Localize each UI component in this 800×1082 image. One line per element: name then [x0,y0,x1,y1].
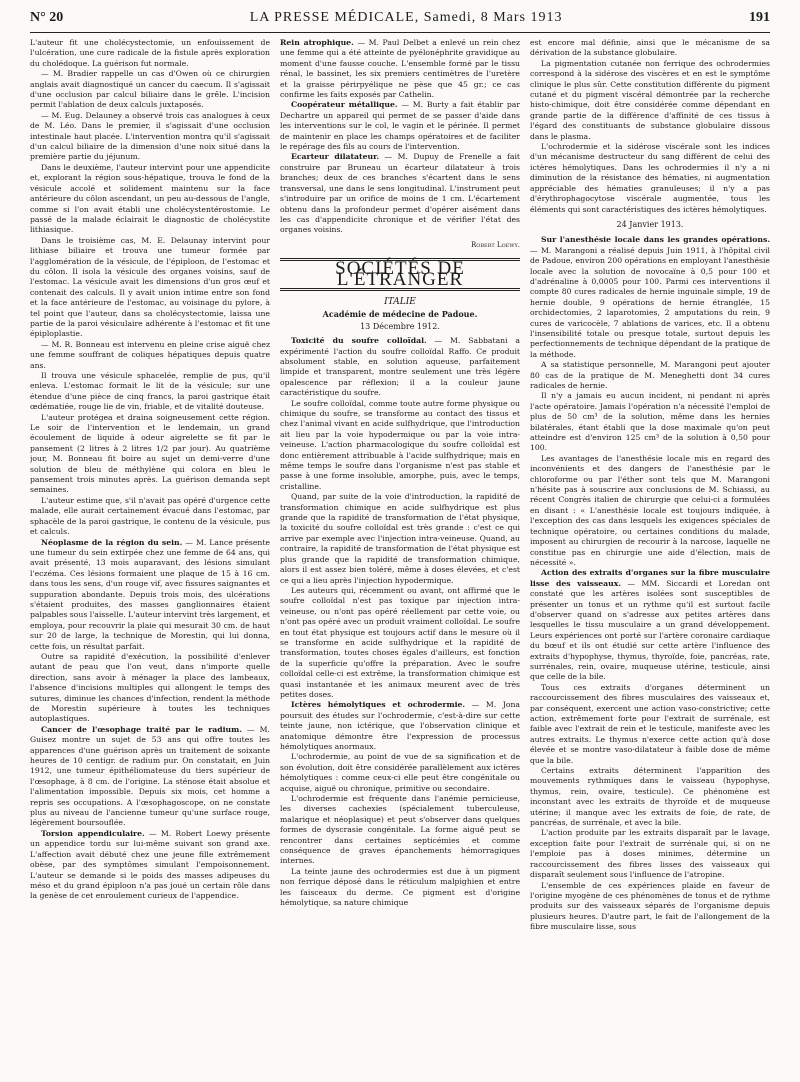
page-number: 191 [749,10,770,25]
page-header [30,10,770,30]
section-paragraph: Cancer de l'œsophage traité par le radium. — M. Guisez montre un sujet de 53 ans qui offre toutes les apparences d'une guérison après un traitement de soixante heures de 10 centigr. de radium pur. On constatait, en Juin 1912, une tumeur épithéliomateuse du tiers supérieur de l'œsophage, à 8 cm. de l'origine. La sténose était absolue et l'alimentation impossible. Depuis six mois, cet homme a repris ses occupations. A l'œsophagoscope, on ne constate plus au niveau de l'ancienne tumeur qu'une surface rouge, légèrement boursouflée. [30,724,270,828]
paragraph: Le soufre colloïdal, comme toute autre forme physique ou chimique du soufre, se transforme au contact des tissus et chez l'animal vivant en acide sulfhydrique, que l'introduction ait lieu par la voie hypodermique ou par la voie intra-veineuse. L'action pharmacologique du soufre colloïdal est donc entièrement attribuable à l'acide sulfhydrique; mais en même temps le soufre dans l'organisme n'est pas stable et passe à une forme insoluble, amorphe, puis, avec le temps, cristalline. [280,398,520,491]
section-paragraph: Torsion appendiculaire. — M. Robert Loewy présente un appendice tordu sur lui-même suivant son grand axe. L'affection avait débuté chez une jeune fille extrêmement obèse, par des symptômes simulant l'empoisonnement. L'auteur se demande si le poids des masses adipeuses du méso et du grand épiploon n'a pas joué un certain rôle dans la genèse de cet enroulement curieux de l'appendice. [30,828,270,901]
country-heading: ITALIE [384,296,416,307]
paragraph: La pigmentation cutanée non ferrique des ochrodermies correspond à la sidérose des viscères et en est le symptôme clinique le plus sûr. Cette constitution différente du pigment cutané et du pigment viscéral démontrée par la recherche histo-chimique, doit être considérée comme dépendant en grande partie de la différence d'affinité de ces tissus à l'égard des constituants de substance globulaire dissous dans le plasma. [530,58,770,141]
paragraph: L'ensemble de ces expériences plaide en faveur de l'origine myogène de ces phénomènes de tonus et de rythme produits sur des vaisseaux séparés de l'organisme depuis plusieurs heures. D'autre part, le fait de l'allongement de la fibre musculaire lisse, sous [530,880,770,932]
paragraph: Certains extraits déterminent l'apparition des mouvements rythmiques dans le vaisseau (hypophyse, thymus, rein, ovaire, testicule). Ce phénomène est inconstant avec les extraits de thyroïde et de muqueuse utérine; il manque avec les extraits de foie, de rate, de pancréas, de surrénale, et avec la bile. [530,766,770,828]
session-date: 24 Janvier 1913. [616,219,684,229]
section-title: Toxicité du soufre colloïdal. [291,336,427,346]
section-paragraph: Rein atrophique. — M. Paul Delbet a enlevé un rein chez une femme qui a été atteinte de pyélonéphrite gravidique au moment d'une fausse couche. L'ensemble formé par le tissu rénal, le bassinet, les six premiers centimètres de l'uretère et la graisse périrpyélique ne pèse que 45 gr.; ce cas confirme les faits exposés par Cathelin. [280,38,520,100]
section-paragraph: Ictères hémolytiques et ochrodermie. — M. Jona poursuit des études sur l'ochrodermie, c'est-à-dire sur cette teinte jaune, non ictérique, que l'observation clinique et anatomique démontre être l'expression de processus hémolytiques anormaux. [280,700,520,751]
section-paragraph: Action des extraits d'organes sur la fibre musculaire lisse des vaisseaux. — MM. Siccardi et Loredan ont constaté que les artères isolées sont susceptibles de présenter un tonus et un rythme qu'il est surtout facile d'observer quand on s'adresse aux petites artères dans lesquelles le tissu musculaire a un grand développement. Leurs expériences ont porté sur l'artère coronaire cardiaque du bœuf et ils ont étudié sur cette artère l'influence des extraits d'hypophyse, thymus, thyroïde, foie, pancréas, rate, surrénales, rein, ovaire, muqueuse utérine, testicule, ainsi que celle de la bile. [530,568,770,682]
paragraph: — M. Eug. Delauney a observé trois cas analogues à ceux de M. Léo. Dans le premier, il s'agissait d'une occlusion intestinale haut placée. L'intervention montra qu'il s'agissait d'un calcul biliaire de la dimension d'une noix situé dans la première partie du jéjunum. [30,110,270,162]
journal-title: LA PRESSE MÉDICALE, Samedi, 8 Mars 1913 [249,10,563,25]
paragraph: — M. Bradier rappelle un cas d'Owen où ce chirurgien anglais avait diagnostiqué un cancer du caecum. Il s'agissait d'une occlusion par calcul biliaire dans le grêle. L'incision permit l'ablation de deux calculs juxtaposés. [30,69,270,110]
column-3 [530,38,770,1076]
section-paragraph: Toxicité du soufre colloïdal. — M. Sabbatani a expérimenté l'action du soufre colloïdal Raffo. Ce produit absolument stable, en solution aqueuse, parfaitement limpide et transparent, montre seulement une très légère opalescence par réflexion; il a la couleur jaune caractéristique du soufre. [280,336,520,398]
text-columns [30,38,770,1076]
paragraph: L'auteur estime que, s'il n'avait pas opéré d'urgence cette malade, elle aurait certainement évacué dans l'estomac, par sphacèle de la paroi gastrique, le contenu de la vésicule, pus et calculs. [30,495,270,537]
paragraph: L'auteur protégea et draina soigneusement cette région. Le soir de l'intervention et le lendemain, un grand écoulement de liquide à odeur aigrelette se fit par le pansement (2 litres à 2 litres 1/2 par jour). Au quatrième jour, M. Bonneau fit boire au sujet un demi-verre d'une solution de bleu de méthylène qui colora en bleu le pansement trois minutes après. La guérison demanda sept semaines. [30,412,270,495]
header-rule [30,32,770,33]
paragraph: Quand, par suite de la voie d'introduction, la rapidité de transformation chimique en acide sulfhydrique est plus grande que la rapidité de transformation de l'état physique, la toxicité du soufre colloïdal est très grande : c'est ce qui arrive par exemple avec l'injection intra-veineuse. Quand, au contraire, la rapidité de transformation de l'état physique est plus grande que la rapidité de transformation chimique, alors il est assez bien toléré, même à doses élevées, et c'est ce qui a lieu après l'injection hypodermique. [280,492,520,585]
section-title: Néoplasme de la région du sein. [41,537,183,547]
paragraph: Outre sa rapidité d'exécution, la possibilité d'enlever autant de peau que l'on veut, dans n'importe quelle direction, sans avoir à ménager la place des lambeaux, l'absence d'incisions multiples qui allongent le temps des sutures, diminue les chances d'infection, rendent la méthode de Morestin supérieure à toutes les techniques autoplastiques. [30,651,270,724]
paragraph: est encore mal définie, ainsi que le mécanisme de sa dérivation de la substance globulaire. [530,38,770,58]
section-paragraph: Ecarteur dilatateur. — M. Dupuy de Frenelle a fait construire par Bruneau un écarteur dilatateur à trois branches; deux de ces branches s'écartent dans le sens transversal, une dans le sens longitudinal. L'instrument peut s'introduire par un orifice de moins de 1 cm. L'écartement obtenu dans la profondeur permet d'opérer aisément dans les cas d'appendicite chronique et de vérifier l'état des organes voisins. [280,152,520,235]
section-paragraph: Néoplasme de la région du sein. — M. Lance présente une tumeur du sein extirpée chez une femme de 64 ans, qui avait présenté, 13 mois auparavant, des lésions simulant l'eczéma. Ces lésions formaient une plaque de 15 à 16 cm. dans tous les sens, d'un rouge vif, avec fissures saignantes et suppuration abondante. Depuis trois mois, des ulcérations s'étaient produites, des masses ganglionnaires étaient palpables sous l'aisselle. L'auteur intervint très largement, et employa, pour recouvrir la plaie qui mesurait 30 cm. de haut sur 20 de large, la technique de Morestin, qui lui donna, cette fois, un résultat parfait. [30,537,270,651]
paragraph: L'ochrodermie, au point de vue de sa signification et de son évolution, doit être considérée parallèlement aux ictères hémolytiques : comme ceux-ci elle peut être congénitale ou acquise, aiguë ou chronique, primitive ou secondaire. [280,752,520,793]
section-banner: SOCIÉTÉS DE L'ÉTRANGER [280,258,520,291]
paragraph: Tous ces extraits d'organes déterminent un raccourcissement des fibres musculaires des vaisseaux et, par conséquent, exercent une action vaso-constrictive; cette action, extrêmement forte pour l'extrait de surrénale, est faible avec l'extrait de rein et le testicule, manifeste avec les autres extraits. Le thymus n'exerce cette action qu'à dose élevée et se montre vaso-dilatateur à faible dose de même que la bile. [530,682,770,765]
author-signature: Robert Loewy. [471,240,520,249]
section-title: Coopérateur métallique. [291,100,398,110]
section-title: Ictères hémolytiques et ochrodermie. [291,700,466,710]
paragraph: La teinte jaune des ochrodermies est due à un pigment non ferrique déposé dans le réticulum malpighien et entre les faisceaux du derme. Ce pigment est d'origine hémolytique, sa nature chimique [280,866,520,908]
paragraph: L'ochrodermie est fréquente dans l'anémie pernicieuse, les diverses cachexies (spécialement tuberculeuse, malarique et néoplasique) et peut s'observer dans quelques formes de dyscrasie congénitale. La forme aiguë peut se rencontrer dans certaines septicémies et comme conséquence de graves épanchements hémorragiques internes. [280,794,520,866]
paragraph: — M. R. Bonneau est intervenu en pleine crise aiguë chez une femme souffrant de coliques hépatiques depuis quatre ans. [30,339,270,370]
paragraph: Il n'y a jamais eu aucun incident, ni pendant ni après l'acte opératoire. Jamais l'opération n'a nécessité l'emploi de plus de 50 cm³ de la solution, même dans les hernies bilatérales, étant établi que la dose maximale qu'on peut atteindre est d'environ 125 cm³ de la solution à 0,50 pour 100. [530,391,770,453]
section-paragraph: Sur l'anesthésie locale dans les grandes opérations. — M. Marangoni a réalisé depuis Juin 1911, à l'hôpital civil de Padoue, environ 200 opérations en employant l'anesthésie locale avec la solution de novocaïne à 0,5 pour 100 et d'adrénaline à 0,0005 pour 100. Parmi ces interventions il compte 80 cures radicales de hernie inguinale simple, 19 de hernie double, 9 opérations de hernie étranglée, 15 orchidectomies, 2 laparotomies, 2 amputations du rein, 9 cures de varicocèle, 7 ablations de varices, etc. Il a obtenu l'insensibilité totale ou presque totale, surtout depuis les perfectionnements de technique dépendant de la pratique de la méthode. [530,235,770,359]
section-title: Torsion appendiculaire. [41,828,145,838]
section-paragraph: Coopérateur métallique. — M. Burty a fait établir par Dechartre un appareil qui permet de se passer d'aide dans les interventions sur le col, le vagin et le périnée. Il permet de maintenir en place les champs opératoires et de faciliter le repérage des fils au cours de l'intervention. [280,100,520,152]
paragraph: Les avantages de l'anesthésie locale mis en regard des inconvénients et des dangers de l'anesthésie par le chloroforme ou par l'éther sont tels que M. Marangoni n'hésite pas à souscrire aux conclusions de M. Schiassi, au récent Congrès italien de chirurgie que celui-ci a formulées en disant : « L'anesthésie locale est toujours indiquée, à l'exception des cas dans lesquels les exigences spéciales de technique opératoire, ou certaines conditions du malade, imposent au chirurgien de recourir à la narcose, laquelle ne constitue pas en chirurgie une aide d'élection, mais de nécessité ». [530,453,770,567]
issue-number: N° 20 [30,10,64,25]
section-title: Ecarteur dilatateur. [291,152,380,162]
column-2 [280,38,520,1076]
academy-heading: Académie de médecine de Padoue. [322,309,478,320]
paragraph: Les auteurs qui, récemment ou avant, ont affirmé que le soufre colloïdal n'est pas toxique par injection intra-veineuse, ou n'ont pas opéré réellement par cette voie, ou n'ont pas opéré avec un produit vraiment colloïdal. Le soufre en tout état physique est toujours actif dans le mesure où il se transforme en acide sulfhydrique et la rapidité de transformation, toutes choses égales d'ailleurs, est fonction de la superficie qu'offre la préparation. Avec le soufre colloïdal celle-ci est extrême, la transformation chimique est quasi instantanée et les animaux meurent avec de très petites doses. [280,585,520,699]
paragraph: L'action produite par les extraits disparaît par le lavage, exception faite pour l'extrait de surrénale qui, si on ne l'emploie pas à doses minimes, détermine un raccourcissement des fibres lisses des vaisseaux qui disparaît seulement sous l'influence de l'atropine. [530,828,770,880]
paragraph: L'auteur fit une cholécystectomie, un enfouissement de l'ulcération, une cure radicale de la fistule après exploration du cholédoque. La guérison fut normale. [30,38,270,68]
section-title: Sur l'anesthésie locale dans les grandes opérations. [541,235,770,245]
session-date: 13 Décembre 1912. [360,321,440,331]
section-title: Rein atrophique. [280,38,354,47]
column-1 [30,38,270,1076]
paragraph: Il trouva une vésicule sphacelée, remplie de pus, qu'il enleva. L'estomac formait le lit de la vésicule; sur une étendue d'une pièce de cinq francs, la paroi gastrique était œdématiée, rouge lie de vin, friable, et de vitalité douteuse. [30,371,270,412]
paragraph: Dans le troisième cas, M. E. Delaunay intervint pour lithiase biliaire et trouva une tumeur formée par l'agglomération de la vésicule, de l'épiploon, de l'estomac et du côlon. Il isola la vésicule des organes voisins, sauf de l'estomac. La vésicule avait les dimensions d'un gros œuf et contenait des calculs. Il y avait union intime entre son fond et la face antérieure de l'estomac, au voisinage du pylore, à tel point que l'auteur, dans sa cholécystectomie, laissa une partie de la paroi vésiculaire adhérente à l'estomac et fit une épiploplastie. [30,235,270,339]
paragraph: L'ochrodermie et la sidérose viscérale sont les indices d'un mécanisme destructeur du sang différent de celui des ictères hémolytiques. Dans les ochrodermies il n'y a ni diminution de la résistance des hématies, ni augmentation appréciable des hématies granuleuses; il n'y a pas d'érythrophagocytose viscérale augmentée, tous les éléments qui sont caractéristiques des ictères hémolytiques. [530,142,770,214]
paragraph: A sa statistique personnelle, M. Marangoni peut ajouter 80 cas de la pratique de M. Meneghetti dont 34 cures radicales de hernie. [530,360,770,390]
paragraph: Dans le deuxième, l'auteur intervint pour une appendicite et, explorant la région sous-hépatique, trouva le fond de la vésicule accolé et solidement maintenu sur la face antérieure du côlon ascendant, un peu au-dessous de l'angle, comme si l'on avait établi une cholécystentérostomie. Le passé de la malade éclairait le diagnostic de cholécystite lithiasique. [30,162,270,235]
section-title: Action des extraits d'organes sur la fibre musculaire lisse des vaisseaux. [530,568,770,588]
section-title: Cancer de l'œsophage traité par le radium. [41,724,242,734]
